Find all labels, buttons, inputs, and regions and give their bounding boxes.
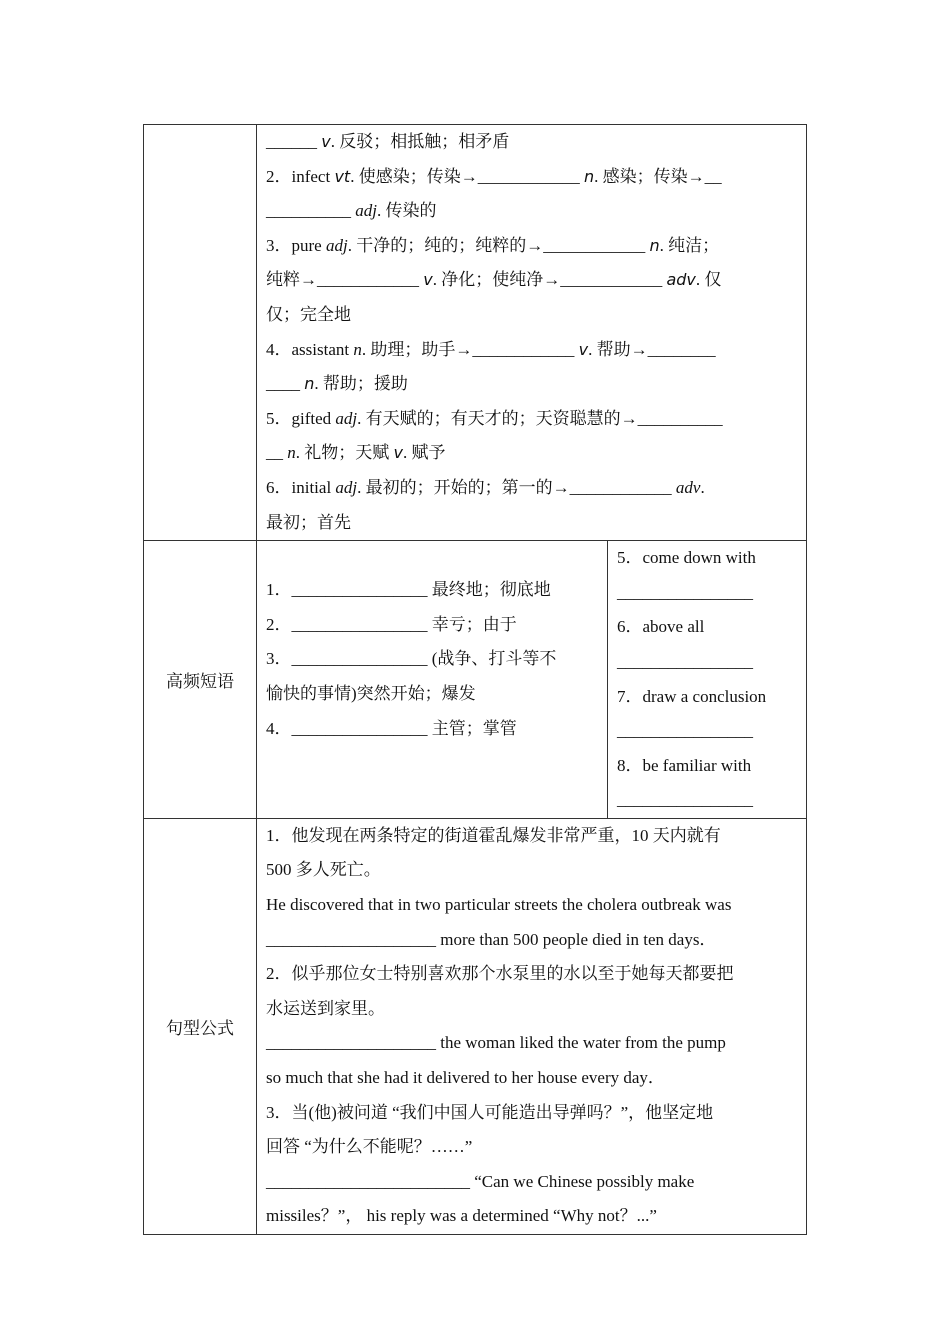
vocab-item-6: 6．initial adj. 最初的；开始的；第一的→____________ adv. [266,477,705,497]
item-number: 2 [266,166,275,186]
meaning-text: . 帮助；援助 [314,374,408,394]
pos-tag: vt [334,166,351,186]
meaning-text: . 干净的；纯的；纯粹的→ [347,235,544,255]
sentence-3-cn-cont: 回答 “为什么不能呢？……” [266,1137,473,1157]
meaning-text: 仅；完全地 [266,304,351,324]
meaning-text: 最终地；彻底地 [431,580,551,600]
blank[interactable]: ____________ [317,270,419,290]
blank[interactable]: ____________ [472,339,575,359]
meaning-text: . 最初的；开始的；第一的→ [357,477,570,497]
pos-tag: v [578,339,589,359]
phrases-label: 高频短语 [144,541,257,819]
blank[interactable]: ________ [647,339,716,359]
phrase-text: above all [642,617,705,637]
vocab-item-2: 2．infect vt. 使感染；传染→____________ n. 感染；传染→__ [266,166,722,186]
item-number: 6 [266,477,275,497]
pos-tag: n [649,235,660,255]
phrase-item-1 [266,573,599,608]
headword: gifted [291,408,332,428]
sentence-text: “Can we Chinese possibly make [470,1171,695,1191]
phrase-item-5 [617,541,798,576]
pos-tag: n [583,166,595,186]
pos-tag: v [423,270,433,290]
blank[interactable]: ________________________ [266,1171,470,1191]
worksheet-table-container [143,124,807,1235]
blank[interactable]: ____ [266,374,300,394]
meaning-text: . 礼物；天赋 [295,443,390,463]
phrase-item-8-blank [617,783,798,818]
vocab-item-6-cont [266,506,798,541]
pos-tag: adj [325,235,348,255]
blank[interactable]: __________ [637,408,723,428]
phrase-item-2 [266,608,599,643]
meaning-text: . 赋予 [402,443,446,463]
item-number: 2． [266,614,292,634]
phrase-item-3-cont [266,677,599,712]
phrase-item-3 [266,642,599,677]
headword: infect [291,166,331,186]
phrases-left-column [257,541,608,818]
blank[interactable]: ________________ [291,580,428,600]
pos-tag: n [304,374,315,394]
meaning-text: . 使感染；传染→ [350,166,478,186]
pos-tag: adj [335,477,358,497]
vocab-item-4: 4．assistant n. 助理；助手→____________ v. 帮助→________ [266,339,716,359]
pos-tag: adv [675,477,701,497]
meaning-text: . 有天赋的；有天才的；天资聪慧的→ [357,408,638,428]
sentence-1-en: He discovered that in two particular streets the cholera outbreak was [266,895,732,915]
vocab-item-3: 3．pure adj. 干净的；纯的；纯粹的→____________ n. 纯洁； [266,235,720,255]
phrase-text: draw a conclusion [642,686,767,706]
sentence-2-cn: 2．似乎那位女士特别喜欢那个水泵里的水以至于她每天都要把 [266,964,734,984]
blank[interactable]: ________________ [617,582,753,602]
vocab-item-5: 5．gifted adj. 有天赋的；有天才的；天资聪慧的→__________ [266,408,723,428]
blank[interactable]: __ [704,166,722,186]
vocab-line-0 [266,125,798,160]
meaning-text: (战争、打斗等不 [431,649,557,669]
item-number: 5． [617,548,643,568]
pos-tag: v [321,132,331,151]
blank[interactable]: ________________ [291,649,428,669]
sentence-2-en-cont: so much that she had it delivered to her house every day． [266,1068,665,1088]
phrases-right-column [608,541,806,818]
sentences-content-cell [257,818,807,1234]
phrase-item-5-blank [617,576,798,611]
phrase-item-7 [617,680,798,715]
meaning-text: 最初；首先 [266,512,351,532]
blank[interactable]: ________________ [617,790,753,810]
blank[interactable]: ________________ [617,651,753,671]
meaning-text: 愉快的事情)突然开始；爆发 [266,683,476,703]
pos-tag: adv [666,270,696,290]
phrase-text: be familiar with [642,755,752,775]
vocab-item-3-cont [266,263,798,298]
worksheet-table [143,124,807,1235]
blank[interactable]: __ [266,443,283,463]
sentence-1-cn-cont: 500 多人死亡。 [266,860,381,880]
pos-tag: n [353,339,362,359]
item-number: 8． [617,755,643,775]
headword: assistant [291,339,350,359]
vocab-item-2-cont [266,194,798,229]
vocab-item-4-cont [266,367,798,402]
pos-tag: adj [335,408,358,428]
sentence-3-en [266,1165,798,1200]
sentence-3-en-cont: missiles？”， his reply was a determined “Why not？...” [266,1206,657,1226]
pos-tag: n [287,443,296,463]
meaning-text: . 助理；助手→ [361,339,473,359]
sentence-2-en [266,1026,798,1061]
phrase-item-6-blank [617,645,798,680]
vocab-content-cell [257,125,807,541]
meaning-text: . 净化；使纯净→ [432,270,561,290]
blank[interactable]: ____________ [569,477,672,497]
item-number: 3 [266,235,275,255]
meaning-text: 幸亏；由于 [431,614,517,634]
meaning-text: . 传染的 [376,201,437,221]
blank[interactable]: ____________ [543,235,646,255]
pos-tag: v [393,443,403,463]
meaning-text: . [700,477,705,497]
item-number: 5 [266,408,275,428]
vocab-row [144,125,807,541]
sentence-1-cn: 1．他发现在两条特定的街道霍乱爆发非常严重，10 天内就有 [266,825,721,845]
blank[interactable]: ____________ [560,270,663,290]
phrases-row [144,541,807,819]
phrases-content-cell [257,541,807,819]
phrase-text: come down with [642,548,756,568]
phrase-item-6 [617,610,798,645]
pos-tag: adj [355,201,377,221]
blank[interactable]: ______ [266,132,317,151]
meaning-text: . 反驳；相抵触；相矛盾 [330,132,510,151]
sentences-row [144,818,807,1234]
blank[interactable]: ____________________ [266,1033,436,1053]
blank[interactable]: __________ [266,201,351,221]
vocab-label-cell [144,125,257,541]
sentence-2-cn-cont: 水运送到家里。 [266,998,385,1018]
sentence-text: more than 500 people died in ten days． [436,929,717,949]
phrase-item-8 [617,749,798,784]
meaning-text: 纯粹→ [266,270,317,290]
blank[interactable]: ________________ [291,718,428,738]
meaning-text: . 纯洁； [659,235,720,255]
headword: pure [291,235,322,255]
item-number: 4 [266,339,275,359]
meaning-text: . 感染；传染→ [594,166,705,186]
vocab-item-3-cont2 [266,298,798,333]
blank[interactable]: ________________ [291,614,428,634]
sentence-3-cn: 3．当(他)被问道 “我们中国人可能造出导弹吗？”，他坚定地 [266,1102,714,1122]
phrase-item-7-blank [617,714,798,749]
item-number: 6． [617,617,643,637]
item-number: 7． [617,686,643,706]
blank[interactable]: ____________________ [266,929,436,949]
headword: initial [291,477,332,497]
sentence-text: the woman liked the water from the pump [436,1033,726,1053]
sentences-label: 句型公式 [144,818,257,1234]
vocab-item-5-cont [266,436,798,471]
item-number: 3． [266,649,292,669]
blank[interactable]: ____________ [477,166,580,186]
meaning-text: . 帮助→ [588,339,648,359]
item-number: 1． [266,580,292,600]
blank[interactable]: ________________ [617,721,753,741]
phrase-item-4 [266,712,599,747]
meaning-text: . 仅 [695,270,722,290]
sentence-1-en-cont [266,923,798,958]
meaning-text: 主管；掌管 [431,718,517,738]
item-number: 4． [266,718,292,738]
